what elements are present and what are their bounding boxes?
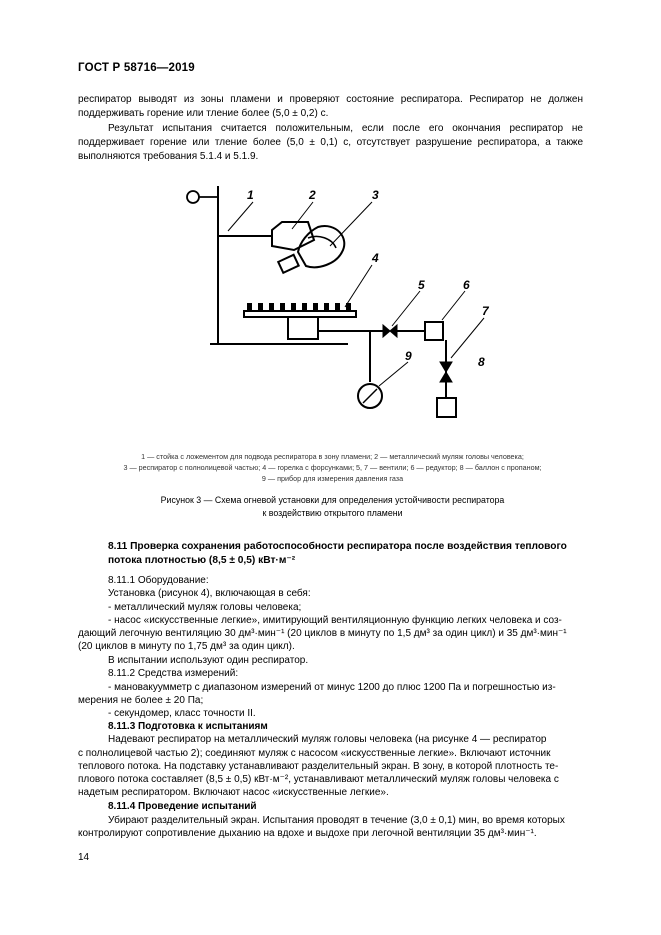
respirator-mask (298, 226, 344, 267)
intro-paragraph-2: Результат испытания считается положительным, если после его окончания респиратор не поддерживает горение или тление более (5,0 ± 0,1) с, отсутствует разрушение респиратора, а также выполняются требования 5.1.4 и 5.1.9. (78, 123, 583, 162)
figure-legend-line-2: 3 — респиратор с полнолицевой частью; 4 — горелка с форсунками; 5, 7 — вентили; 6 — редуктор; 8 — баллон с пропаном; (123, 463, 542, 472)
figure-label-5: 5 (418, 278, 425, 292)
figure-label-9: 9 (405, 349, 412, 363)
preparation-line-1: Надевают респиратор на металлический муляж головы человека (на рисунке 4 — респиратор (108, 734, 547, 745)
figure-caption-line-1: Рисунок 3 — Схема огневой установки для определения устойчивости респиратора (160, 495, 505, 505)
figure-label-2: 2 (309, 188, 316, 202)
valve-5-right (390, 325, 397, 337)
gauge-line-2: мерения не более ± 20 Па; (78, 695, 204, 706)
leader-9 (379, 362, 408, 386)
pressure-gauge-needle (363, 389, 377, 403)
test-line-2: контролируют сопротивление дыханию на вдохе и выдохе при легочной вентиляции 35 дм³·мин⁻¹. (78, 828, 537, 839)
leader-4 (345, 265, 372, 307)
gauge-line-1: - мановакуумметр с диапазоном измерений от минус 1200 до плюс 1200 Па и погрешностью из- (108, 682, 556, 693)
equipment-heading: 8.11.1 Оборудование: (108, 575, 209, 586)
figure-legend-line-1: 1 — стойка с ложементом для подвода респиратора в зону пламени; 2 — металлический муляж головы человека; (141, 452, 524, 461)
measuring-means-heading: 8.11.2 Средства измерений: (108, 668, 239, 679)
valve-7-top (440, 362, 452, 372)
figure-caption-line-2: к воздействию открытого пламени (262, 508, 403, 518)
section-8-11-title: 8.11 Проверка сохранения работоспособности респиратора после воздействия теплового потока плотностью (8,5 ± 0,5) кВт·м⁻² (108, 541, 567, 566)
burner-nozzles (247, 303, 351, 311)
leader-5 (392, 291, 420, 326)
respirator-filter (278, 255, 298, 273)
leader-6 (442, 291, 465, 320)
preparation-line-3: теплового потока. На подставку устанавливают разделительный экран. В зону, в которой плотность те- (78, 761, 559, 772)
document-header: ГОСТ Р 58716—2019 (78, 62, 195, 74)
respirator-visor (308, 236, 336, 248)
item-lungs-line-1: - насос «искусственные легкие», имитирующий вентиляционную функцию легких человека и соз- (108, 615, 562, 626)
gas-reducer (425, 322, 443, 340)
valve-5-left (383, 325, 390, 337)
preparation-heading: 8.11.3 Подготовка к испытаниям (108, 721, 268, 732)
one-respirator-line: В испытании используют один респиратор. (108, 655, 309, 666)
leader-3 (330, 202, 372, 246)
page-number: 14 (78, 852, 90, 863)
figure-label-4: 4 (372, 251, 379, 265)
test-heading: 8.11.4 Проведение испытаний (108, 801, 257, 812)
leader-7 (451, 318, 484, 358)
preparation-line-5: надетым респиратором. Включают насос «искусственные легкие». (78, 787, 389, 798)
item-lungs-line-2: дающий легочную вентиляцию 30 дм³·мин⁻¹ (20 циклов в минуту по 1,5 дм³ за один цикл) и 35 дм³·мин⁻¹ (78, 628, 567, 639)
leader-1 (228, 202, 253, 231)
figure-label-3: 3 (372, 188, 379, 202)
test-line-1: Убирают разделительный экран. Испытания проводят в течение (3,0 ± 0,1) мин, во время которых (108, 815, 565, 826)
burner-body (288, 317, 318, 339)
figure-label-1: 1 (247, 188, 254, 202)
propane-cylinder (437, 398, 456, 417)
figure-legend-line-3: 9 — прибор для измерения давления газа (261, 474, 404, 483)
installation-line: Установка (рисунок 4), включающая в себя: (108, 588, 311, 599)
stand-clamp-knob (187, 191, 199, 203)
valve-7-bottom (440, 372, 452, 382)
figure-label-8: 8 (478, 355, 485, 369)
preparation-line-2: с полнолицевой частью 2); соединяют муляж с насосом «искусственные легкие». Включают источник (78, 748, 551, 759)
figure-label-7: 7 (482, 304, 489, 318)
item-head-dummy: - металлический муляж головы человека; (108, 602, 302, 613)
item-lungs-line-3: (20 циклов в минуту по 1,75 дм³ за один цикл). (78, 641, 295, 652)
stopwatch-line: - секундомер, класс точности II. (108, 708, 256, 719)
figure-label-6: 6 (463, 278, 470, 292)
preparation-line-4: плового потока составляет (8,5 ± 0,5) кВт·м⁻², устанавливают металлический муляж головы человека с (78, 774, 559, 785)
intro-paragraph-1: респиратор выводят из зоны пламени и проверяют состояние респиратора. Респиратор не должен поддерживать горение или тление более (5,0 ± 0,2) с. (78, 94, 583, 119)
